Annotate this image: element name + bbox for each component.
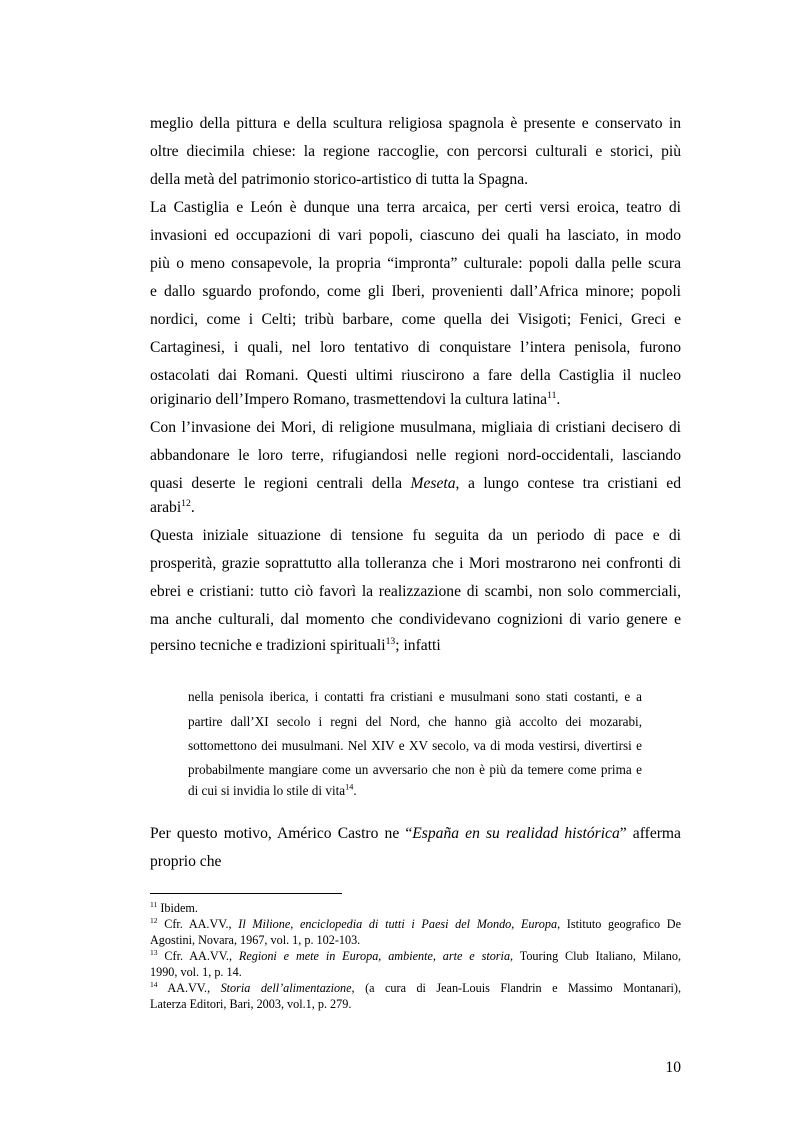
footnote-text: Cfr. AA.VV., (157, 949, 239, 963)
body-line: nordici, come i Celti; tribù barbare, come quella dei Visigoti; Fenici, Greci e (150, 311, 681, 328)
body-line: invasioni ed occupazioni di vari popoli, ciascuno dei quali ha lasciato, in modo (150, 227, 681, 244)
footnote-continuation: 1990, vol. 1, p. 14. (150, 965, 242, 979)
body-line: e dallo sguardo profondo, come gli Iberi, provenienti dall’Africa minore; popoli (150, 283, 681, 300)
footnote-text: (a cura di Jean-Louis Flandrin e Massimo Montanari), (354, 981, 681, 995)
footnote-number: 14 (150, 979, 158, 989)
footnote-title: Regioni e mete in Europa, ambiente, arte e storia (238, 949, 511, 963)
footnote (150, 948, 681, 964)
quote-line: sottomettono dei musulmani. Nel XIV e XV secolo, va di moda vestirsi, divertirsi e (188, 738, 642, 753)
footnote-text: , Istituto geografico De (557, 917, 681, 931)
body-text: ; infatti (395, 637, 441, 654)
body-line (150, 390, 681, 410)
footnote (150, 980, 681, 996)
quote-line (188, 782, 642, 800)
body-line: Questa iniziale situazione di tensione fu seguita da un periodo di pace e di (150, 527, 681, 544)
body-line: della metà del patrimonio storico-artistico di tutta la Spagna. (150, 171, 529, 188)
footnote-title: Storia dell’alimentazione, (220, 981, 355, 995)
footnote-text: Ibidem. (157, 901, 198, 915)
body-text: . (190, 499, 195, 516)
footnote-number: 12 (150, 915, 158, 925)
body-line: meglio della pittura e della scultura religiosa spagnola è presente e conservato in (150, 115, 681, 132)
footnote-ref[interactable]: 12 (181, 497, 191, 509)
body-text: . (556, 391, 561, 408)
body-line: ebrei e cristiani: tutto ciò favorì la realizzazione di scambi, non solo commerciali, (150, 583, 681, 600)
footnote (150, 900, 681, 916)
footnote-ref[interactable]: 11 (547, 389, 557, 401)
body-line: abbandonare le loro terre, rifugiandosi nelle regioni nord-occidentali, lasciando (150, 447, 681, 464)
footnote-text: AA.VV., (157, 981, 221, 995)
body-line: più o meno consapevole, la propria “impronta” culturale: popoli dalla pelle scura (150, 255, 681, 272)
footnote-number: 13 (150, 947, 158, 957)
quote-line: partire dall’XI secolo i regni del Nord, che hanno già accolto dei mozarabi, (188, 714, 642, 729)
body-line: ma anche culturali, dal momento che condividevano cognizioni di vario genere e (150, 611, 681, 628)
body-text: ” afferma (619, 825, 681, 842)
body-text: persino tecniche e tradizioni spirituali (150, 637, 386, 654)
page-number: 10 (665, 1059, 681, 1076)
footnote-ref[interactable]: 13 (385, 635, 396, 647)
body-line (150, 498, 681, 518)
footnote-title: Il Milione, enciclopedia di tutti i Paesi del Mondo, Europa (238, 917, 558, 931)
body-line: Con l’invasione dei Mori, di religione musulmana, migliaia di cristiani decisero di (150, 419, 681, 436)
footnote-continuation: Agostini, Novara, 1967, vol. 1, p. 102-103. (150, 933, 361, 947)
quote-line: probabilmente mangiare come un avversario che non è più da temere come prima e (188, 762, 642, 777)
body-text: originario dell’Impero Romano, trasmettendovi la cultura latina (150, 391, 548, 408)
footnote (150, 916, 681, 932)
quote-line: nella penisola iberica, i contatti fra cristiani e musulmani sono stati costanti, e a (188, 689, 642, 704)
body-line: La Castiglia e León è dunque una terra arcaica, per certi versi eroica, teatro di (150, 199, 681, 216)
body-text: Per questo motivo, Américo Castro ne “ (150, 825, 413, 842)
quote-text: . (353, 783, 357, 798)
body-line (150, 824, 681, 844)
body-line: oltre diecimila chiese: la regione raccoglie, con percorsi culturali e storici, più (150, 143, 681, 160)
body-text: arabi (150, 499, 182, 516)
body-line: prosperità, grazie soprattutto alla tolleranza che i Mori mostrarono nei confronti di (150, 555, 681, 572)
body-text: , a lungo contese tra cristiani ed (455, 475, 681, 492)
body-line (150, 636, 681, 656)
body-text: quasi deserte le regioni centrali della (150, 475, 403, 492)
footnote-ref[interactable]: 14 (345, 782, 354, 792)
italic-term: Meseta (410, 475, 456, 492)
footnote-number: 11 (150, 899, 158, 909)
footnote-continuation: Laterza Editori, Bari, 2003, vol.1, p. 279. (150, 997, 352, 1011)
body-line: ostacolati dai Romani. Questi ultimi riuscirono a fare della Castiglia il nucleo (150, 367, 681, 384)
footnote-text: , Touring Club Italiano, Milano, (510, 949, 681, 963)
body-line: proprio che (150, 853, 222, 870)
body-line (150, 474, 681, 494)
book-title: España en su realidad histórica (412, 825, 620, 842)
footnote-separator (150, 893, 342, 894)
body-line: Cartaginesi, i quali, nel loro tentativo di conquistare l’intera penisola, furono (150, 339, 681, 356)
footnote-text: Cfr. AA.VV., (157, 917, 239, 931)
quote-text: di cui si invidia lo stile di vita (188, 783, 346, 798)
